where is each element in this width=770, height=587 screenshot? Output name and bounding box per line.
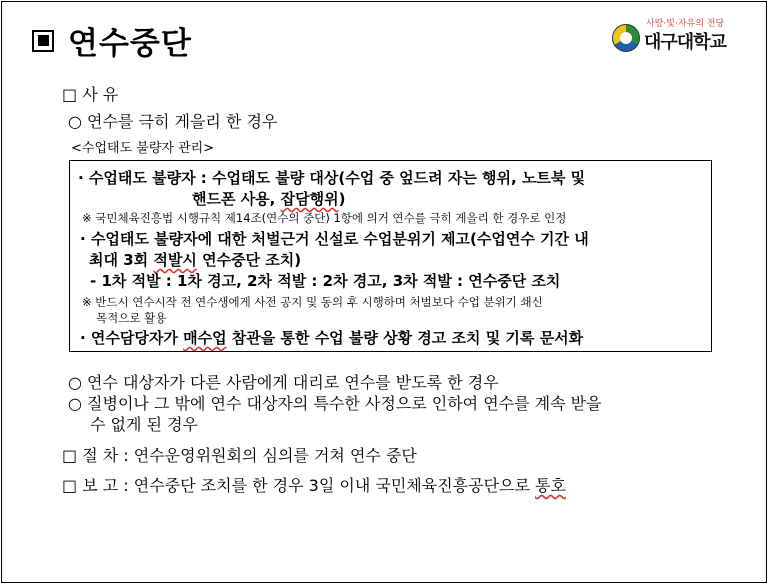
note-1: ※ 국민체육진흥법 시행규칙 제14조(연수의 중단) 1항에 의거 연수를 극히 게을리 한 경우로 인정	[82, 211, 567, 225]
title-square-icon	[32, 30, 54, 52]
note-2-line-1: ※ 반드시 연수시작 전 연수생에게 사전 공지 및 동의 후 시행하며 처벌보다 수업 분위기 쇄신	[82, 295, 543, 309]
report-line: □ 보 고 : 연수중단 조치를 한 경우 3일 이내 국민체육진흥공단으로 통호	[62, 476, 566, 495]
slide	[1, 1, 767, 583]
box-item-1-line-1: · 수업태도 불량자 : 수업태도 불량 대상(수업 중 엎드려 자는 행위, 노트북 및	[78, 169, 586, 187]
reason-item-2: ○ 연수 대상자가 다른 사람에게 대리로 연수를 받도록 한 경우	[68, 373, 499, 392]
reason-subheading: <수업태도 불량자 관리>	[71, 141, 215, 156]
university-logo	[612, 16, 744, 56]
page-title: 연수중단	[68, 26, 192, 62]
box-item-2-line-1: · 수업태도 불량자에 대한 처벌근거 신설로 수업분위기 제고(수업연수 기간 내	[80, 230, 589, 248]
reason-item-3-line-2: 수 없게 된 경우	[90, 415, 198, 434]
box-item-2-line-2: 최대 3회 적발시 연수중단 조치)	[89, 251, 302, 269]
reason-heading: □ 사 유	[62, 85, 119, 104]
procedure-line: □ 절 차 : 연수운영위원회의 심의를 거쳐 연수 중단	[62, 446, 417, 465]
box-item-3: · 연수담당자가 매수업 참관을 통한 수업 불량 상황 경고 조치 및 기록 문서화	[80, 329, 584, 347]
logo-name: 대구대학교	[644, 32, 726, 53]
logo-slogan: 사랑·빛·자유의 전당	[646, 19, 725, 29]
reason-item-1: ○ 연수를 극히 게을리 한 경우	[68, 112, 278, 131]
emblem-icon	[612, 24, 640, 52]
box-item-1-line-2: 핸드폰 사용, 잡담행위)	[192, 190, 346, 208]
note-2-line-2: 목적으로 활용	[96, 311, 167, 325]
box-item-2-line-3: - 1차 적발 : 1차 경고, 2차 적발 : 2차 경고, 3차 적발 : 연수중단 조치	[90, 272, 561, 290]
reason-item-3-line-1: ○ 질병이나 그 밖에 연수 대상자의 특수한 사정으로 인하여 연수를 계속 받을	[68, 394, 602, 413]
title-row	[32, 18, 192, 63]
